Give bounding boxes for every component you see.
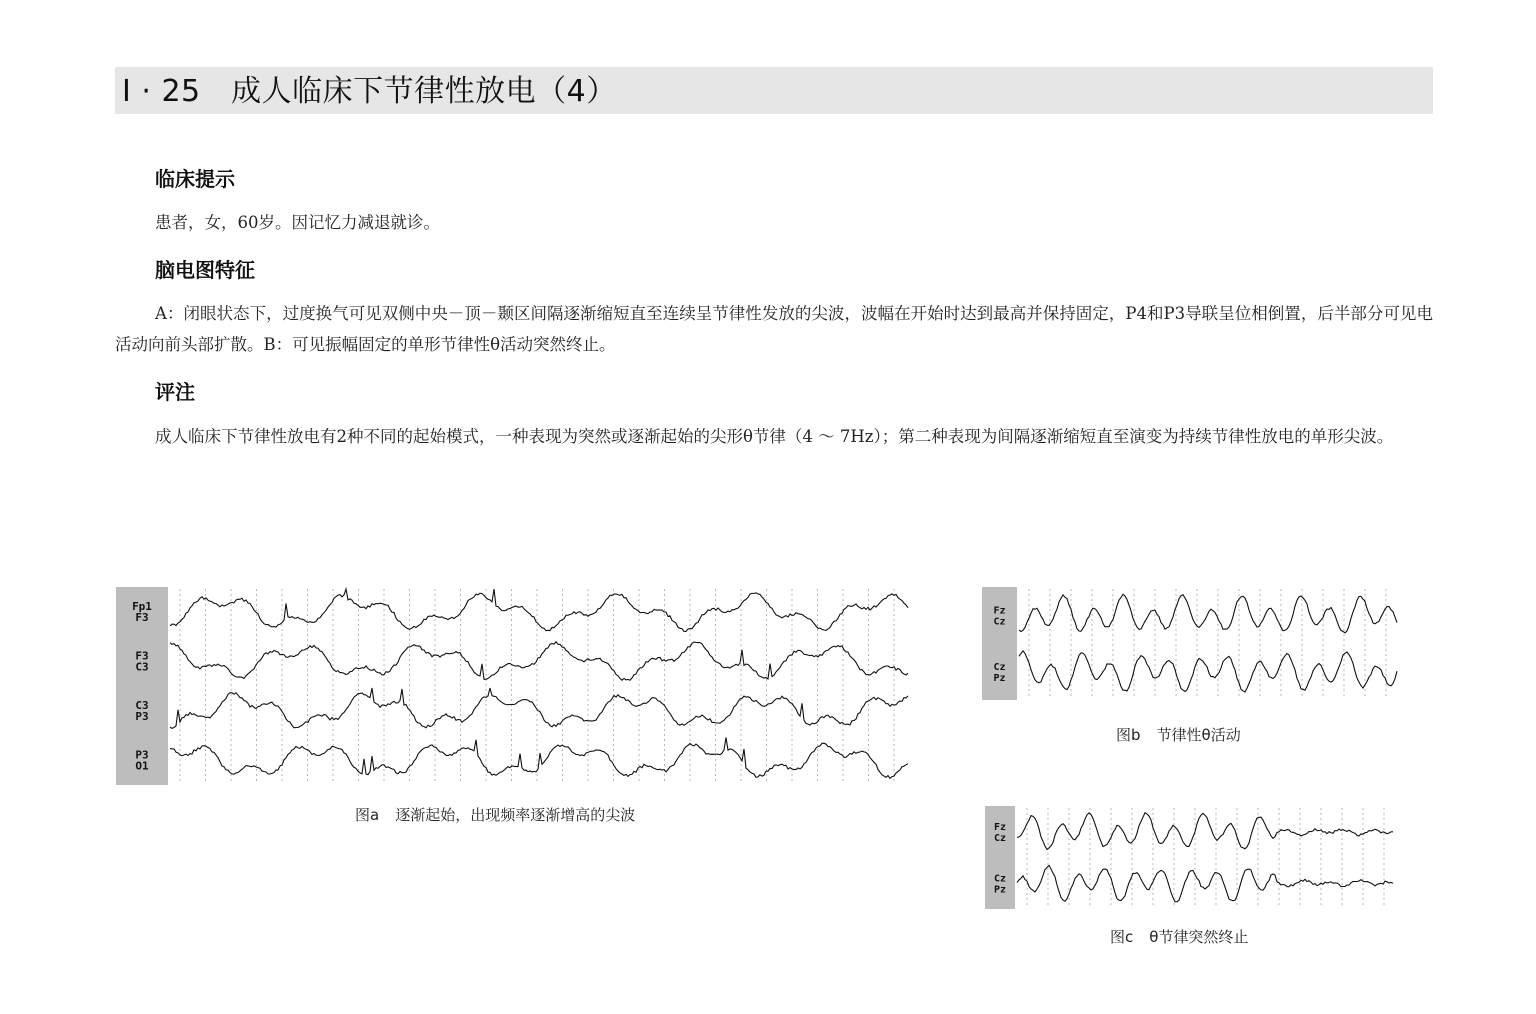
channel-label: F3	[135, 649, 149, 663]
figure-c-caption-label: 图c	[1110, 928, 1134, 946]
channel-label: O1	[135, 759, 149, 773]
channel-label: Cz	[993, 616, 1006, 628]
eeg-figure-c-svg	[985, 806, 1395, 909]
eeg-figure-a	[116, 587, 911, 785]
comment-heading: 评注	[155, 380, 195, 404]
comment-text: 成人临床下节律性放电有2种不同的起始模式，一种表现为突然或逐渐起始的尖形θ节律（4 ～ 7Hz）；第二种表现为间隔逐渐缩短直至演变为持续节律性放电的单形尖波。	[155, 427, 1394, 446]
channel-label: Fz	[993, 605, 1006, 617]
channel-label: Cz	[993, 832, 1007, 844]
clinical-text: 患者，女，60岁。因记忆力减退就诊。	[155, 213, 440, 232]
clinical-heading: 临床提示	[155, 167, 235, 191]
channel-label: Cz	[993, 661, 1006, 673]
figure-a-caption-label: 图a	[355, 806, 380, 824]
figure-c-caption-text: θ节律突然终止	[1149, 928, 1249, 946]
eeg-heading: 脑电图特征	[155, 258, 255, 282]
channel-label: P3	[135, 709, 149, 723]
eeg-text: A：闭眼状态下，过度换气可见双侧中央－顶－颞区间隔逐渐缩短直至连续呈节律性发放的尖波，波幅在开始时达到最高并保持固定，P4和P3导联呈位相倒置，后半部分可见电活动向前头部扩散。B：可见振幅固定的单形节律性θ活动突然终止。	[115, 304, 1433, 354]
channel-label: Pz	[993, 672, 1006, 684]
figure-a-caption-text: 逐渐起始，出现频率逐渐增高的尖波	[395, 806, 636, 824]
channel-label: Fz	[993, 821, 1007, 833]
figure-c-caption	[1110, 927, 1248, 947]
eeg-trace	[170, 642, 908, 681]
channel-label: P3	[135, 748, 149, 762]
eeg-figure-b-svg	[982, 587, 1400, 700]
eeg-trace	[1019, 594, 1397, 633]
channel-label: Pz	[993, 884, 1007, 896]
channel-label: C3	[135, 660, 149, 674]
figure-a-caption	[355, 805, 635, 825]
figure-b-caption-label: 图b	[1116, 726, 1141, 744]
eeg-trace	[170, 738, 908, 779]
eeg-trace	[1017, 865, 1393, 901]
eeg-trace	[170, 688, 908, 728]
page-title: Ⅰ · 25 成人临床下节律性放电（4）	[122, 74, 617, 109]
eeg-figure-c	[985, 806, 1395, 909]
channel-label: F3	[135, 610, 149, 624]
eeg-trace	[1019, 651, 1397, 692]
eeg-figure-a-svg	[116, 587, 911, 785]
figure-b-caption	[1116, 725, 1241, 745]
channel-label: Cz	[993, 873, 1007, 885]
channel-label: Fp1	[132, 599, 152, 613]
eeg-trace	[1017, 813, 1393, 850]
figure-b-caption-text: 节律性θ活动	[1156, 726, 1241, 744]
eeg-figure-b	[982, 587, 1400, 700]
eeg-trace	[170, 589, 908, 631]
channel-label: C3	[135, 698, 149, 712]
